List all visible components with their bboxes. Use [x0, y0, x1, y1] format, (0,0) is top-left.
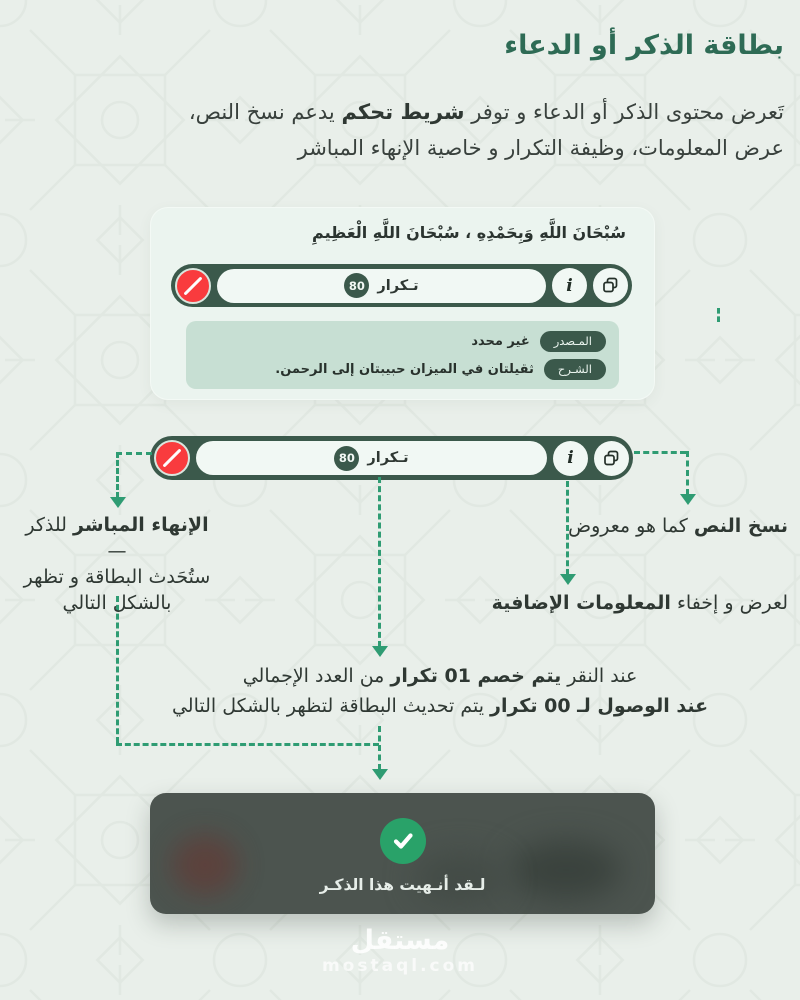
- annotation-repeat-l2a: عند الوصول لـ 00 تكرار: [490, 695, 709, 717]
- connector-finished-arrow: [372, 769, 388, 780]
- connector-stop-arrow: [110, 497, 126, 508]
- dhikr-text: سُبْحَانَ اللَّهِ وَبِحَمْدِهِ ، سُبْحَانَ اللَّهِ الْعَظِيمِ: [312, 223, 626, 242]
- info-button-2[interactable]: [553, 441, 588, 476]
- copy-button-2[interactable]: [594, 441, 629, 476]
- annotation-repeat-behavior: [140, 661, 740, 721]
- intro-line-2: عرض المعلومات، وظيفة التكرار و خاصية الإنهاء المباشر: [297, 136, 784, 160]
- finished-dhikr-card: [150, 793, 655, 914]
- finished-message: لـقد أنـهيت هذا الذكـر: [319, 876, 486, 894]
- control-bar: [171, 264, 632, 307]
- intro-bold-control-bar: شريط تحكم: [341, 100, 465, 124]
- annotation-repeat-l1b: يتم خصم 01 تكرار: [390, 665, 562, 687]
- annotation-show-info: [492, 592, 788, 614]
- copy-button[interactable]: [593, 268, 628, 303]
- connector-stop-h2: [116, 743, 379, 746]
- annotation-direct-end-l3: بالشكل التالي: [62, 592, 172, 614]
- annotation-info-bold: المعلومات الإضافية: [491, 592, 671, 614]
- annotation-direct-end: [14, 512, 220, 616]
- annotation-direct-end-bold: الإنهاء المباشر: [73, 514, 209, 536]
- copy-icon-2: [603, 450, 620, 467]
- repeat-count-badge: 80: [344, 273, 369, 298]
- source-badge: المـصدر: [540, 331, 606, 352]
- repeat-label: تـكرار: [377, 277, 419, 294]
- watermark: [0, 925, 800, 976]
- connector-stop-v2: [116, 596, 119, 743]
- info-icon: i: [566, 275, 573, 296]
- source-value: غير محدد: [471, 333, 530, 349]
- connector-stop-h: [116, 452, 152, 455]
- intro-paragraph: [100, 94, 784, 166]
- additional-info-panel: [186, 321, 619, 389]
- watermark-arabic: مستقل: [350, 925, 450, 956]
- repeat-label-2: تـكرار: [367, 450, 409, 466]
- info-row-explanation: [199, 359, 606, 380]
- annotation-copy-bold: نسخ النص: [693, 515, 788, 537]
- stop-icon-2: [162, 448, 181, 467]
- info-button[interactable]: [552, 268, 587, 303]
- repeat-counter-button-2[interactable]: [196, 441, 547, 475]
- connector-copy-arrow: [680, 494, 696, 505]
- explanation-badge: الشـرح: [544, 359, 606, 380]
- connector-info-to-panel: [717, 308, 720, 322]
- dhikr-card: [150, 207, 655, 400]
- connector-copy-v: [686, 451, 689, 495]
- annotation-copy-rest: كما هو معروض: [568, 515, 694, 537]
- end-dhikr-button[interactable]: [175, 268, 211, 304]
- annotation-copy-text: [568, 515, 788, 537]
- annotation-repeat-l1a: عند النقر: [561, 665, 638, 687]
- connector-repeat-v: [378, 477, 381, 647]
- watermark-latin: mostaql.com: [321, 956, 479, 976]
- success-badge: [380, 818, 426, 864]
- connector-repeat-arrow: [372, 646, 388, 657]
- stop-icon: [183, 276, 202, 295]
- info-row-source: [199, 331, 606, 352]
- control-bar-annotated: [150, 436, 633, 480]
- annotation-direct-end-rest: للذكر —: [25, 514, 127, 562]
- annotation-repeat-l2b: يتم تحديث البطاقة لتظهر بالشكل التالي: [171, 695, 491, 717]
- annotation-repeat-l1c: من العدد الإجمالي: [242, 665, 391, 687]
- copy-icon: [602, 277, 619, 294]
- connector-copy-h: [634, 451, 686, 454]
- repeat-counter-button[interactable]: [217, 269, 546, 303]
- connector-repeat-v2: [378, 726, 381, 770]
- intro-text: تَعرض محتوى الذكر أو الدعاء و توفر: [464, 100, 784, 124]
- repeat-count-badge-2: 80: [334, 446, 359, 471]
- connector-info-arrow: [560, 574, 576, 585]
- checkmark-icon: [390, 828, 416, 854]
- end-dhikr-button-2[interactable]: [154, 440, 190, 476]
- annotation-info-pre: لعرض و إخفاء: [670, 592, 788, 614]
- page-title: بطاقة الذكر أو الدعاء: [504, 30, 784, 61]
- info-icon-2: i: [567, 448, 574, 468]
- explanation-value: ثقيلتان في الميزان حبيبتان إلى الرحمن.: [275, 361, 534, 377]
- annotation-direct-end-l2: ستُحَدث البطاقة و تظهر: [23, 566, 211, 588]
- intro-text-cont: يدعم نسخ النص،: [188, 100, 342, 124]
- connector-stop-v: [116, 452, 119, 498]
